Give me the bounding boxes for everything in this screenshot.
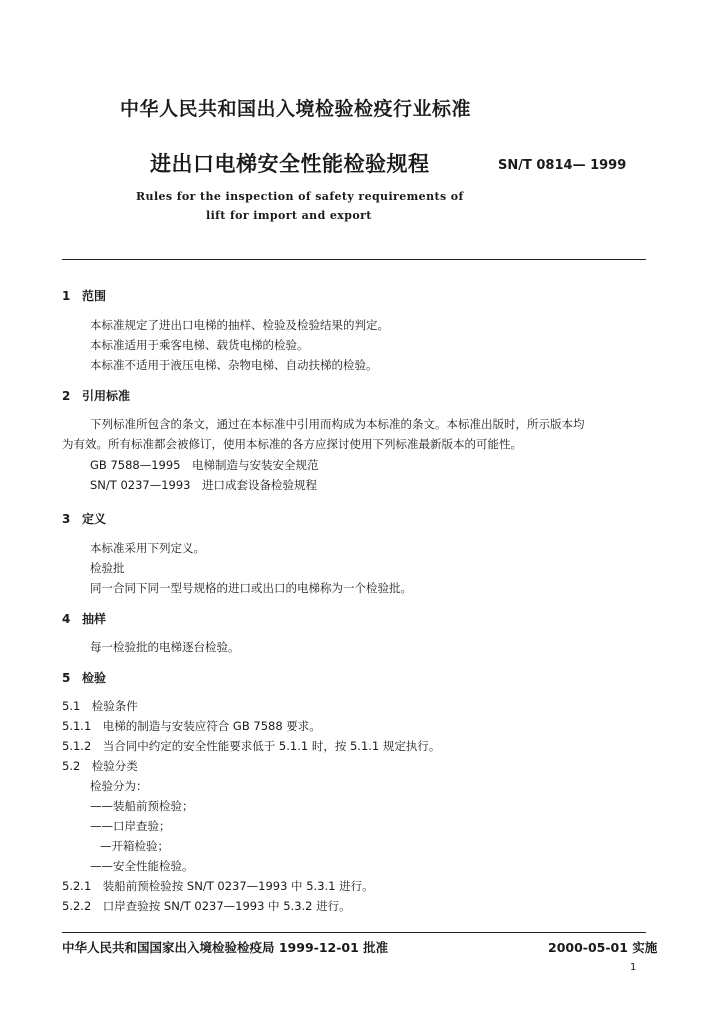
section-3-definition: 同一合同下同一型号规格的进口或出口的电梯称为一个检验批。	[90, 581, 412, 595]
effective-date: 2000-05-01 实施	[548, 940, 658, 955]
section-2-heading	[62, 387, 130, 404]
approval-statement: 中华人民共和国国家出入境检验检疫局 1999-12-01 批准	[62, 940, 389, 955]
section-title: 检验	[82, 671, 107, 685]
section-number: 2	[62, 389, 71, 403]
section-2-paragraph-line-2: 为有效。所有标准都会被修订，使用本标准的各方应探讨使用下列标准最新版本的可能性。	[62, 437, 522, 451]
english-title-line-2: lift for import and export	[206, 209, 372, 222]
section-2-paragraph-line-1: 下列标准所包含的条文，通过在本标准中引用而构成为本标准的条文。本标准出版时，所示版本均	[90, 417, 585, 431]
clause-5-1: 5.1 检验条件	[62, 699, 138, 713]
reference-standard: SN/T 0237—1993 进口成套设备检验规程	[90, 478, 317, 492]
section-1-line: 本标准规定了进出口电梯的抽样、检验及检验结果的判定。	[90, 318, 389, 332]
page-number: 1	[630, 962, 637, 973]
section-3-heading	[62, 510, 106, 527]
classification-item: —开箱检验；	[100, 839, 169, 853]
section-1-line: 本标准适用于乘客电梯、载货电梯的检验。	[90, 338, 309, 352]
header-divider	[62, 259, 646, 260]
clause-5-1-2: 5.1.2 当合同中约定的安全性能要求低于 5.1.1 时，按 5.1.1 规定执行。	[62, 739, 441, 753]
classification-item: ——口岸查验；	[90, 819, 171, 833]
section-title: 定义	[82, 512, 107, 526]
section-title: 抽样	[82, 612, 107, 626]
section-title: 引用标准	[82, 389, 131, 403]
clause-5-2-1: 5.2.1 装船前预检验按 SN/T 0237—1993 中 5.3.1 进行。	[62, 879, 374, 893]
section-number: 1	[62, 289, 71, 303]
english-title-line-1: Rules for the inspection of safety requirements of	[136, 190, 464, 203]
section-1-heading	[62, 287, 106, 304]
clause-5-2-2: 5.2.2 口岸查验按 SN/T 0237—1993 中 5.3.2 进行。	[62, 899, 351, 913]
classification-item: ——安全性能检验。	[90, 859, 194, 873]
section-number: 4	[62, 612, 71, 626]
classification-item: ——装船前预检验；	[90, 799, 194, 813]
section-title: 范围	[82, 289, 107, 303]
section-4-line: 每一检验批的电梯逐台检验。	[90, 640, 240, 654]
section-1-line: 本标准不适用于液压电梯、杂物电梯、自动扶梯的检验。	[90, 358, 378, 372]
document-title: 进出口电梯安全性能检验规程	[150, 152, 430, 176]
standard-code: SN/T 0814— 1999	[498, 158, 627, 173]
section-number: 5	[62, 671, 71, 685]
reference-standard: GB 7588—1995 电梯制造与安装安全规范	[90, 458, 319, 472]
section-number: 3	[62, 512, 71, 526]
footer-divider	[62, 932, 646, 933]
section-5-heading	[62, 669, 106, 686]
section-3-term: 检验批	[90, 561, 125, 575]
clause-5-2: 5.2 检验分类	[62, 759, 138, 773]
classification-intro: 检验分为：	[90, 779, 148, 793]
section-3-line: 本标准采用下列定义。	[90, 541, 205, 555]
industry-standard-heading: 中华人民共和国出入境检验检疫行业标准	[120, 98, 472, 120]
section-4-heading	[62, 610, 106, 627]
clause-5-1-1: 5.1.1 电梯的制造与安装应符合 GB 7588 要求。	[62, 719, 321, 733]
